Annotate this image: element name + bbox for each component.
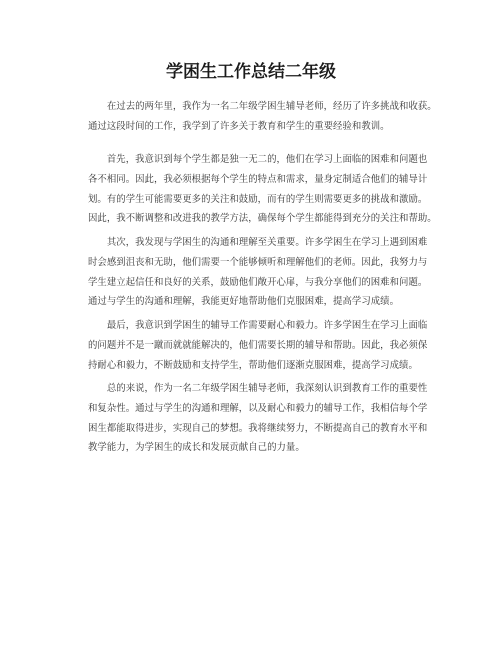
paragraph-line: 教学能力，为学困生的成长和发展贡献自己的力量。 (88, 442, 305, 454)
paragraph-third-point (88, 316, 428, 375)
paragraph-line: 学生建立起信任和良好的关系，鼓励他们敞开心扉，与我分享他们的困难和问题。 (88, 276, 428, 288)
paragraph-line: 各不相同。因此，我必须根据每个学生的特点和需求，量身定制适合他们的辅导计 (88, 173, 428, 185)
paragraph-line: 在过去的两年里，我作为一名二年级学困生辅导老师，经历了许多挑战和收获。 (88, 101, 437, 112)
paragraph-line: 总的来说，作为一名二年级学困生辅导老师，我深刻认识到教育工作的重要性 (88, 383, 428, 394)
paragraph-line: 持耐心和毅力，不断鼓励和支持学生，帮助他们逐渐克服困难，提高学习成绩。 (88, 359, 418, 371)
paragraph-line: 首先，我意识到每个学生都是独一无二的，他们在学习上面临的困难和问题也 (88, 154, 428, 165)
paragraph-line: 通过与学生的沟通和理解，我能更好地帮助他们克服困难，提高学习成绩。 (88, 296, 400, 308)
paragraph-line: 其次，我发现与学困生的沟通和理解至关重要。许多学困生在学习上遇到困难 (88, 237, 428, 248)
paragraph-line: 时会感到沮丧和无助，他们需要一个能够倾听和理解他们的老师。因此，我努力与 (88, 256, 428, 268)
paragraph-line: 和复杂性。通过与学生的沟通和理解，以及耐心和毅力的辅导工作，我相信每个学 (88, 402, 428, 414)
paragraph-line: 的问题并不是一蹴而就就能解决的，他们需要长期的辅导和帮助。因此，我必须保 (88, 339, 428, 351)
paragraph-second-point (88, 233, 428, 312)
paragraph-intro (88, 97, 437, 137)
paragraph-conclusion (88, 379, 428, 458)
paragraph-line: 困生都能取得进步，实现自己的梦想。我将继续努力，不断提高自己的教育水平和 (88, 422, 428, 434)
paragraph-line: 最后，我意识到学困生的辅导工作需要耐心和毅力。许多学困生在学习上面临 (88, 320, 428, 331)
paragraph-line: 通过这段时间的工作，我学到了许多关于教育和学生的重要经验和教训。 (88, 120, 390, 132)
paragraph-line: 划。有的学生可能需要更多的关注和鼓励，而有的学生则需要更多的挑战和激励。 (88, 193, 428, 205)
paragraph-first-point (88, 150, 437, 229)
paragraph-line: 因此，我不断调整和改进我的教学方法，确保每个学生都能得到充分的关注和帮助。 (88, 213, 437, 225)
document-title: 学困生工作总结二年级 (166, 62, 336, 82)
